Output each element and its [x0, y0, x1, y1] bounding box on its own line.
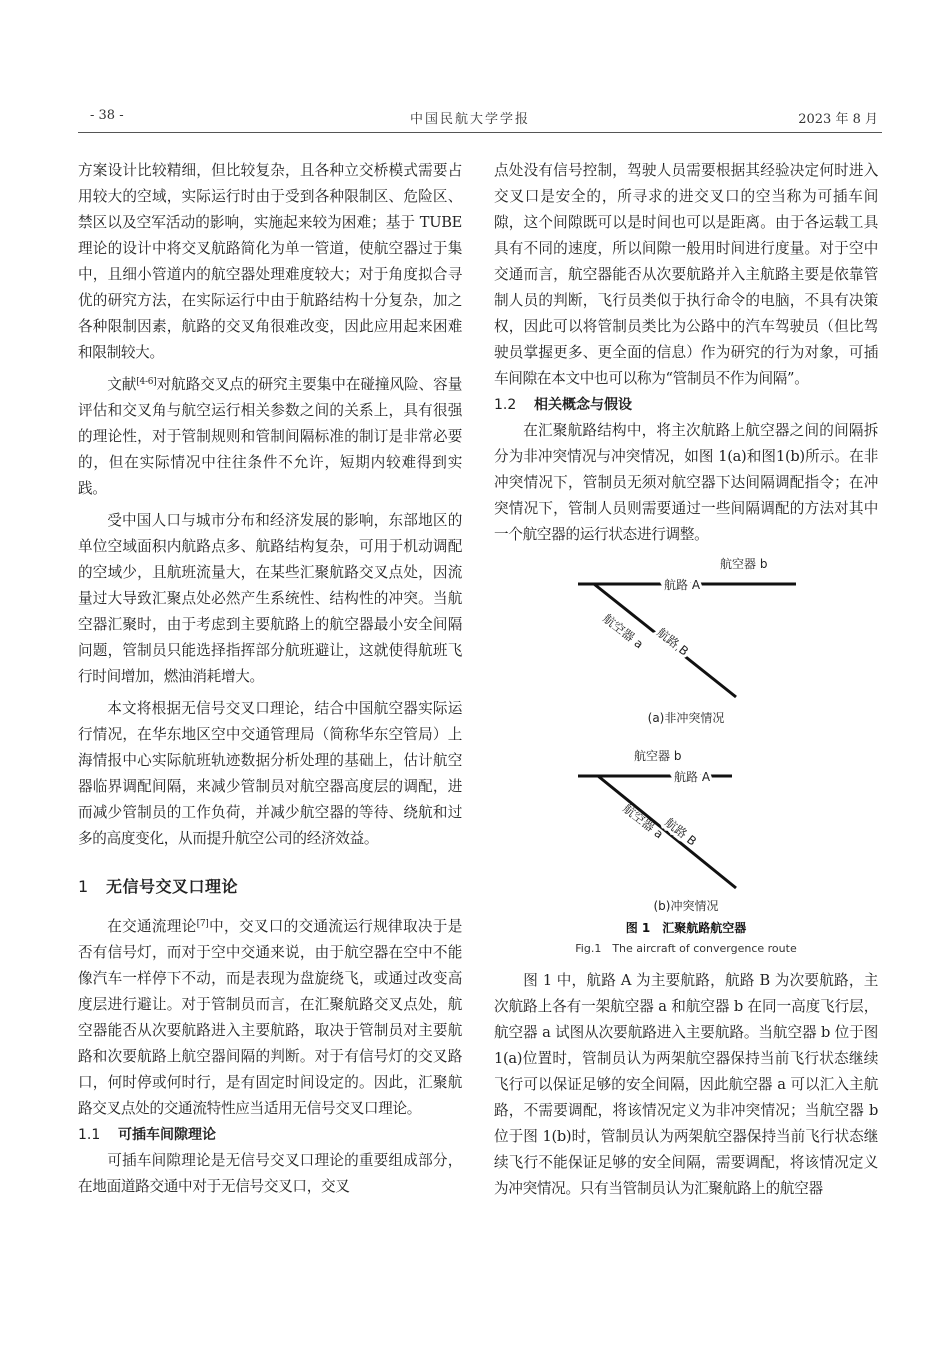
- paragraph: 方案设计比较精细，但比较复杂，且各种立交桥模式需要占用较大的空域，实际运行时由于受到各种限制区、危险区、禁区以及空军活动的影响，实施起来较为困难；基于 TUBE 理论的设计中将交叉航路简化为单一管道，使航空器过于集中，且细小管道内的航空器处理难度较大；对于角度拟合寻优的研究方法，在实际运行中由于航路结构十分复杂，加之各种限制因素，航路的交叉角很难改变，因此应用起来困难和限制较大。: [78, 162, 462, 361]
- issue-date: 2023 年 8 月: [798, 112, 878, 127]
- subsection-heading: [494, 392, 878, 418]
- citation: [4-6]: [136, 377, 157, 387]
- subsection-title: 相关概念与假设: [534, 397, 632, 413]
- text-run: 中，交叉口的交通流运行规律取决于是否有信号灯，而对于空中交通来说，由于航空器在空中不能像汽车一样停下不动，而是表现为盘旋绕飞，或通过改变高度层进行避让。对于管制员而言，在汇聚航路交叉点处，航空器能否从次要航路进入主要航路，取决于管制员对主要航路和次要航路上航空器间隔的判断。对于有信号灯的交叉路口，何时停或何时行，是有固定时间设定的。因此，汇聚航路交叉点处的交通流特性应当适用无信号交叉口理论。: [78, 918, 462, 1117]
- subsection-heading: [78, 1122, 462, 1148]
- section-number: 1: [78, 877, 89, 896]
- section-title: 无信号交叉口理论: [106, 877, 239, 896]
- caption-a: (a)非冲突情况: [647, 711, 725, 725]
- left-column: [78, 158, 462, 1200]
- label-route-a: 航路 A: [674, 770, 711, 784]
- label-aircraft-b: 航空器 b: [720, 557, 768, 571]
- caption-b: (b)冲突情况: [653, 899, 719, 913]
- paragraph: 点处没有信号控制，驾驶人员需要根据其经验决定何时进入交叉口是安全的，所寻求的进交叉口的空当称为可插车间隙，这个间隙既可以是时间也可以是距离。由于各运载工具具有不同的速度，所以间隙一般用时间进行度量。对于空中交通而言，航空器能否从次要航路并入主航路主要是依靠管制人员的判断，飞行员类似于执行命令的电脑，不具有决策权，因此可以将管制员类比为公路中的汽车驾驶员（但比驾驶员掌握更多、更全面的信息）作为研究的行为对象，可插车间隙在本文中也可以称为“管制员不作为间隔”。: [494, 162, 878, 387]
- label-route-b: 航路 B: [662, 815, 700, 849]
- figure-title-cn: 图 1 汇聚航路航空器: [625, 921, 747, 935]
- figure-1-drawing: [494, 554, 878, 958]
- label-aircraft-a: 航空器 a: [600, 611, 646, 652]
- paragraph: [78, 372, 462, 502]
- paragraph: 在汇聚航路结构中，将主次航路上航空器之间的间隔拆分为非冲突情况与冲突情况，如图 1(a)和图1(b)所示。在非冲突情况下，管制员无须对航空器下达间隔调配指令；在冲突情况下，管制人员则需要通过一些间隔调配的方法对其中一个航空器的运行状态进行调整。: [494, 422, 878, 543]
- text-run: 对航路交叉点的研究主要集中在碰撞风险、容量评估和交叉角与航空运行相关参数之间的关系上，具有很强的理论性，对于管制规则和管制间隔标准的制订是非常必要的，但在实际情况中往往条件不允许，短期内较难得到实践。: [78, 376, 463, 497]
- paragraph: [78, 914, 462, 1122]
- text-run: 在交通流理论: [107, 918, 197, 935]
- paragraph: 可插车间隙理论是无信号交叉口理论的重要组成部分，在地面道路交通中对于无信号交叉口，交叉: [78, 1152, 462, 1195]
- page-header: [78, 108, 878, 132]
- figure-title-en: Fig.1 The aircraft of convergence route: [575, 942, 797, 955]
- route-b-line: [598, 776, 736, 888]
- journal-name: 中国民航大学学报: [410, 112, 531, 127]
- citation: [7]: [196, 919, 209, 929]
- subsection-number: 1.1: [78, 1127, 101, 1143]
- figure-1: [494, 554, 878, 958]
- paragraph: 图 1 中，航路 A 为主要航路，航路 B 为次要航路，主次航路上各有一架航空器 a 和航空器 b 在同一高度飞行层，航空器 a 试图从次要航路进入主要航路。当航空器 b 位于图 1(a)位置时，管制员认为两架航空器保持当前飞行状态继续飞行可以保证足够的安全间隔，因此航空器 a 可以汇入主航路，不需要调配，将该情况定义为非冲突情况；当航空器 b 位于图 1(b)时，管制员认为两架航空器保持当前飞行状态继续飞行不能保证足够的安全间隔，需要调配，将该情况定义为冲突情况。只有当管制员认为汇聚航路上的航空器: [494, 972, 878, 1197]
- label-aircraft-a: 航空器 a: [620, 801, 666, 842]
- label-route-a: 航路 A: [664, 578, 701, 592]
- right-column: [494, 158, 878, 1202]
- paragraph: 本文将根据无信号交叉口理论，结合中国航空器实际运行情况，在华东地区空中交通管理局（简称华东空管局）上海情报中心实际航班轨迹数据分析处理的基础上，估计航空器临界调配间隔，来减少管制员对航空器高度层的调配，进而减少管制员的工作负荷，并减少航空器的等待、绕航和过多的高度变化，从而提升航空公司的经济效益。: [78, 700, 462, 847]
- paragraph: 受中国人口与城市分布和经济发展的影响，东部地区的单位空域面积内航路点多、航路结构复杂，可用于机动调配的空域少，且航班流量大，在某些汇聚航路交叉点处，因流量过大导致汇聚点处必然产生系统性、结构性的冲突。当航空器汇聚时，由于考虑到主要航路上的航空器最小安全间隔问题，管制员只能选择指挥部分航班避让，这就使得航班飞行时间增加，燃油消耗增大。: [78, 512, 462, 685]
- text-run: 文献: [107, 376, 137, 393]
- section-heading: [78, 874, 462, 900]
- subsection-title: 可插车间隙理论: [118, 1127, 216, 1143]
- subsection-number: 1.2: [494, 397, 517, 413]
- header-rule: [78, 132, 882, 133]
- page-number: - 38 -: [90, 108, 124, 123]
- label-route-b: 航路 B: [654, 625, 692, 659]
- label-aircraft-b: 航空器 b: [634, 749, 682, 763]
